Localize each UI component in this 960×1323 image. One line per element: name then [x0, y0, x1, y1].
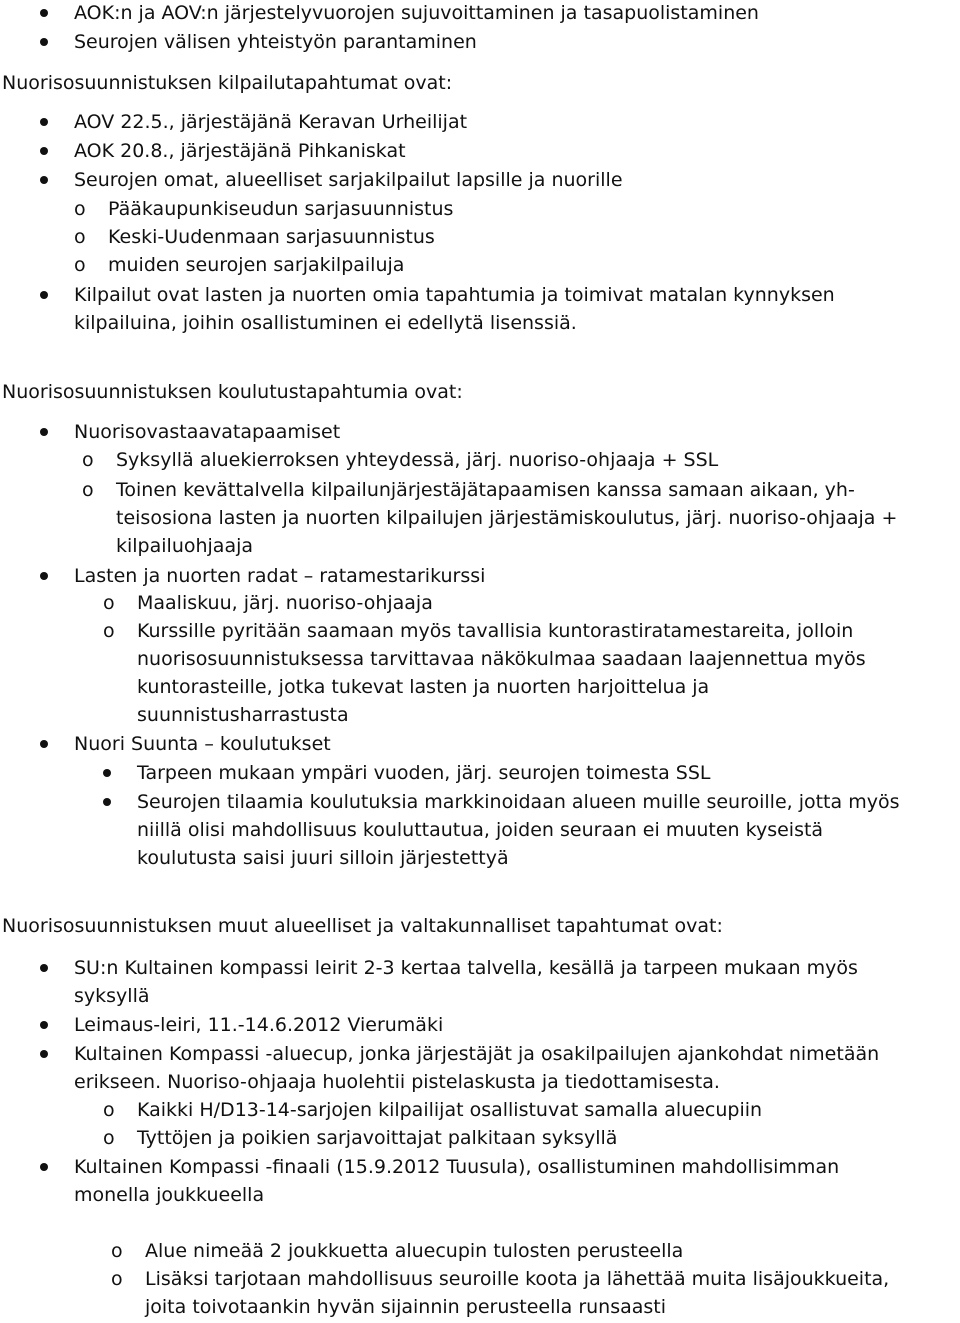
bullet-icon: [103, 798, 111, 806]
list-item-continuation: syksyllä: [74, 985, 150, 1007]
bullet-icon: [103, 769, 111, 777]
list-item: Kultainen Kompassi -aluecup, jonka järjestäjät ja osakilpailujen ajankohdat nimetään: [74, 1043, 880, 1065]
sub-list-item: Maaliskuu, järj. nuoriso-ohjaaja: [137, 592, 433, 614]
bullet-icon: [40, 9, 48, 17]
sub-bullet-icon: o: [74, 254, 86, 276]
list-item: SU:n Kultainen kompassi leirit 2-3 kertaa talvella, kesällä ja tarpeen mukaan myös: [74, 957, 858, 979]
bullet-icon: [40, 740, 48, 748]
sub-list-item: Seurojen tilaamia koulutuksia markkinoidaan alueen muille seuroille, jotta myös: [137, 791, 900, 813]
sub-bullet-icon: o: [111, 1268, 123, 1290]
sub-list-item-continuation: niillä olisi mahdollisuus kouluttautua, joiden seuraan ei muuten kyseistä: [137, 819, 824, 841]
sub-list-item-continuation: suunnistusharrastusta: [137, 704, 349, 726]
sub-bullet-icon: o: [82, 449, 94, 471]
bullet-icon: [40, 428, 48, 436]
sub-list-item: Toinen kevättalvella kilpailunjärjestäjätapaamisen kanssa samaan aikaan, yh-: [116, 479, 855, 501]
list-item: Lasten ja nuorten radat – ratamestarikurssi: [74, 565, 486, 587]
list-item-continuation: monella joukkueella: [74, 1184, 265, 1206]
list-item: AOK 20.8., järjestäjänä Pihkaniskat: [74, 140, 406, 162]
sub-list-item: Keski-Uudenmaan sarjasuunnistus: [108, 226, 435, 248]
list-item-continuation: kilpailuina, joihin osallistuminen ei edellytä lisenssiä.: [74, 312, 577, 334]
sub-list-item: Kaikki H/D13-14-sarjojen kilpailijat osallistuvat samalla aluecupiin: [137, 1099, 763, 1121]
bullet-icon: [40, 572, 48, 580]
sub-bullet-icon: o: [111, 1240, 123, 1262]
list-item: AOV 22.5., järjestäjänä Keravan Urheilijat: [74, 111, 468, 133]
list-item-continuation: erikseen. Nuoriso-ohjaaja huolehtii pistelaskusta ja tiedottamisesta.: [74, 1071, 720, 1093]
bullet-icon: [40, 147, 48, 155]
sub-list-item: Lisäksi tarjotaan mahdollisuus seuroille koota ja lähettää muita lisäjoukkueita,: [145, 1268, 890, 1290]
list-item: Seurojen välisen yhteistyön parantaminen: [74, 31, 477, 53]
list-item: Seurojen omat, alueelliset sarjakilpailut lapsille ja nuorille: [74, 169, 623, 191]
section-heading-training: Nuorisosuunnistuksen koulutustapahtumia ovat:: [2, 381, 463, 403]
sub-list-item: muiden seurojen sarjakilpailuja: [108, 254, 405, 276]
sub-bullet-icon: o: [74, 198, 86, 220]
list-item: Kilpailut ovat lasten ja nuorten omia tapahtumia ja toimivat matalan kynnyksen: [74, 284, 835, 306]
sub-bullet-icon: o: [103, 592, 115, 614]
sub-list-item-continuation: teisosiona lasten ja nuorten kilpailujen järjestämiskoulutus, järj. nuoriso-ohjaaja +: [116, 507, 898, 529]
bullet-icon: [40, 1050, 48, 1058]
sub-list-item-continuation: joita toivotaankin hyvän sijainnin perusteella runsaasti: [145, 1296, 667, 1318]
sub-bullet-icon: o: [82, 479, 94, 501]
sub-list-item: Pääkaupunkiseudun sarjasuunnistus: [108, 198, 454, 220]
sub-bullet-icon: o: [103, 1099, 115, 1121]
list-item: AOK:n ja AOV:n järjestelyvuorojen sujuvoittaminen ja tasapuolistaminen: [74, 2, 759, 24]
bullet-icon: [40, 1021, 48, 1029]
sub-list-item: Kurssille pyritään saamaan myös tavallisia kuntorastiratamestareita, jolloin: [137, 620, 854, 642]
sub-list-item-continuation: koulutusta saisi juuri silloin järjestettyä: [137, 847, 509, 869]
sub-bullet-icon: o: [103, 620, 115, 642]
sub-list-item: Syksyllä aluekierroksen yhteydessä, järj. nuoriso-ohjaaja + SSL: [116, 449, 719, 471]
list-item: Nuorisovastaavatapaamiset: [74, 421, 341, 443]
section-heading-other: Nuorisosuunnistuksen muut alueelliset ja valtakunnalliset tapahtumat ovat:: [2, 915, 723, 937]
sub-bullet-icon: o: [74, 226, 86, 248]
bullet-icon: [40, 1163, 48, 1171]
sub-list-item: Tarpeen mukaan ympäri vuoden, järj. seurojen toimesta SSL: [137, 762, 711, 784]
sub-list-item-continuation: kilpailuohjaaja: [116, 535, 254, 557]
list-item: Leimaus-leiri, 11.-14.6.2012 Vierumäki: [74, 1014, 444, 1036]
section-heading-competitions: Nuorisosuunnistuksen kilpailutapahtumat ovat:: [2, 72, 453, 94]
sub-bullet-icon: o: [103, 1127, 115, 1149]
sub-list-item: Tyttöjen ja poikien sarjavoittajat palkitaan syksyllä: [137, 1127, 618, 1149]
bullet-icon: [40, 964, 48, 972]
sub-list-item-continuation: kuntorasteille, jotka tukevat lasten ja nuorten harjoittelua ja: [137, 676, 710, 698]
sub-list-item-continuation: nuorisosuunnistuksessa tarvittavaa näkökulmaa saadaan laajennettua myös: [137, 648, 866, 670]
sub-list-item: Alue nimeää 2 joukkuetta aluecupin tulosten perusteella: [145, 1240, 684, 1262]
bullet-icon: [40, 291, 48, 299]
list-item: Nuori Suunta – koulutukset: [74, 733, 331, 755]
bullet-icon: [40, 118, 48, 126]
bullet-icon: [40, 38, 48, 46]
bullet-icon: [40, 176, 48, 184]
list-item: Kultainen Kompassi -finaali (15.9.2012 Tuusula), osallistuminen mahdollisimman: [74, 1156, 840, 1178]
